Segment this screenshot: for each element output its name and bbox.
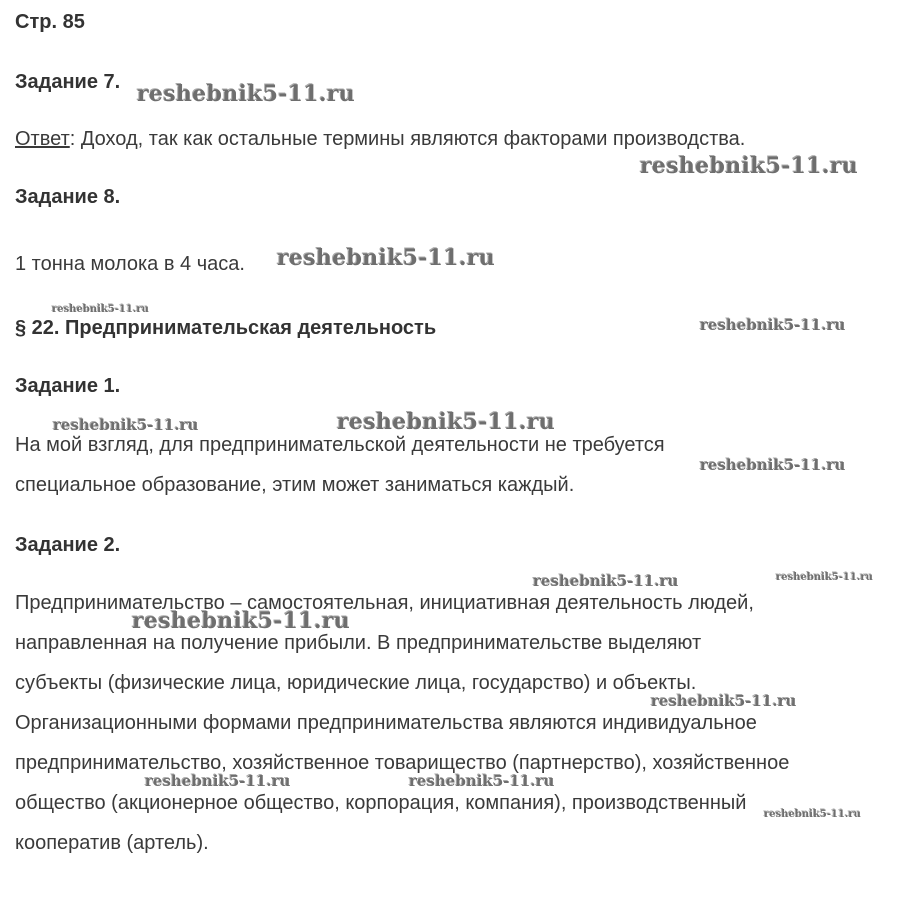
watermark: reshebnik5-11.ru (700, 456, 846, 474)
task-8-heading: Задание 8. (15, 186, 121, 208)
watermark: reshebnik5-11.ru (700, 316, 846, 334)
section-22-task-1-answer (15, 425, 665, 505)
watermark: reshebnik5-11.ru (132, 608, 351, 634)
task-8-answer: 1 тонна молока в 4 часа. (15, 253, 245, 275)
watermark: reshebnik5-11.ru (145, 772, 291, 790)
paragraph-line: специальное образование, этим может заниматься каждый. (15, 474, 575, 496)
paragraph-line: направленная на получение прибыли. В предпринимательстве выделяют (15, 632, 702, 654)
watermark: reshebnik5-11.ru (53, 416, 199, 434)
watermark: reshebnik5-11.ru (277, 245, 496, 271)
paragraph-line: Предпринимательство – самостоятельная, инициативная деятельность людей, (15, 592, 754, 614)
answer-label: Ответ (15, 128, 70, 150)
watermark: reshebnik5-11.ru (533, 572, 679, 590)
watermark: reshebnik5-11.ru (337, 409, 556, 435)
watermark: reshebnik5-11.ru (776, 572, 873, 583)
watermark: reshebnik5-11.ru (409, 772, 555, 790)
task-7-answer (15, 127, 745, 151)
paragraph-line: Организационными формами предпринимательства являются индивидуальное (15, 712, 757, 734)
section-22-task-1-heading: Задание 1. (15, 375, 121, 397)
paragraph-line: общество (акционерное общество, корпорация, компания), производственный (15, 792, 747, 814)
watermark: reshebnik5-11.ru (764, 809, 861, 820)
watermark: reshebnik5-11.ru (640, 153, 859, 179)
watermark: reshebnik5-11.ru (137, 81, 356, 107)
answer-text: : Доход, так как остальные термины являются факторами производства. (69, 128, 746, 150)
paragraph-line: кооператив (артель). (15, 832, 209, 854)
paragraph-line: На мой взгляд, для предпринимательской деятельности не требуется (15, 434, 665, 456)
task-7-heading: Задание 7. (15, 71, 121, 93)
paragraph-line: предпринимательство, хозяйственное товарищество (партнерство), хозяйственное (15, 752, 790, 774)
page-title: Стр. 85 (15, 11, 85, 33)
watermark: reshebnik5-11.ru (651, 692, 797, 710)
watermark: reshebnik5-11.ru (52, 304, 149, 315)
section-22-task-2-heading: Задание 2. (15, 534, 121, 556)
paragraph-line: субъекты (физические лица, юридические лица, государство) и объекты. (15, 672, 697, 694)
section-22-task-2-answer (15, 583, 789, 863)
section-22-heading: § 22. Предпринимательская деятельность (15, 317, 437, 339)
